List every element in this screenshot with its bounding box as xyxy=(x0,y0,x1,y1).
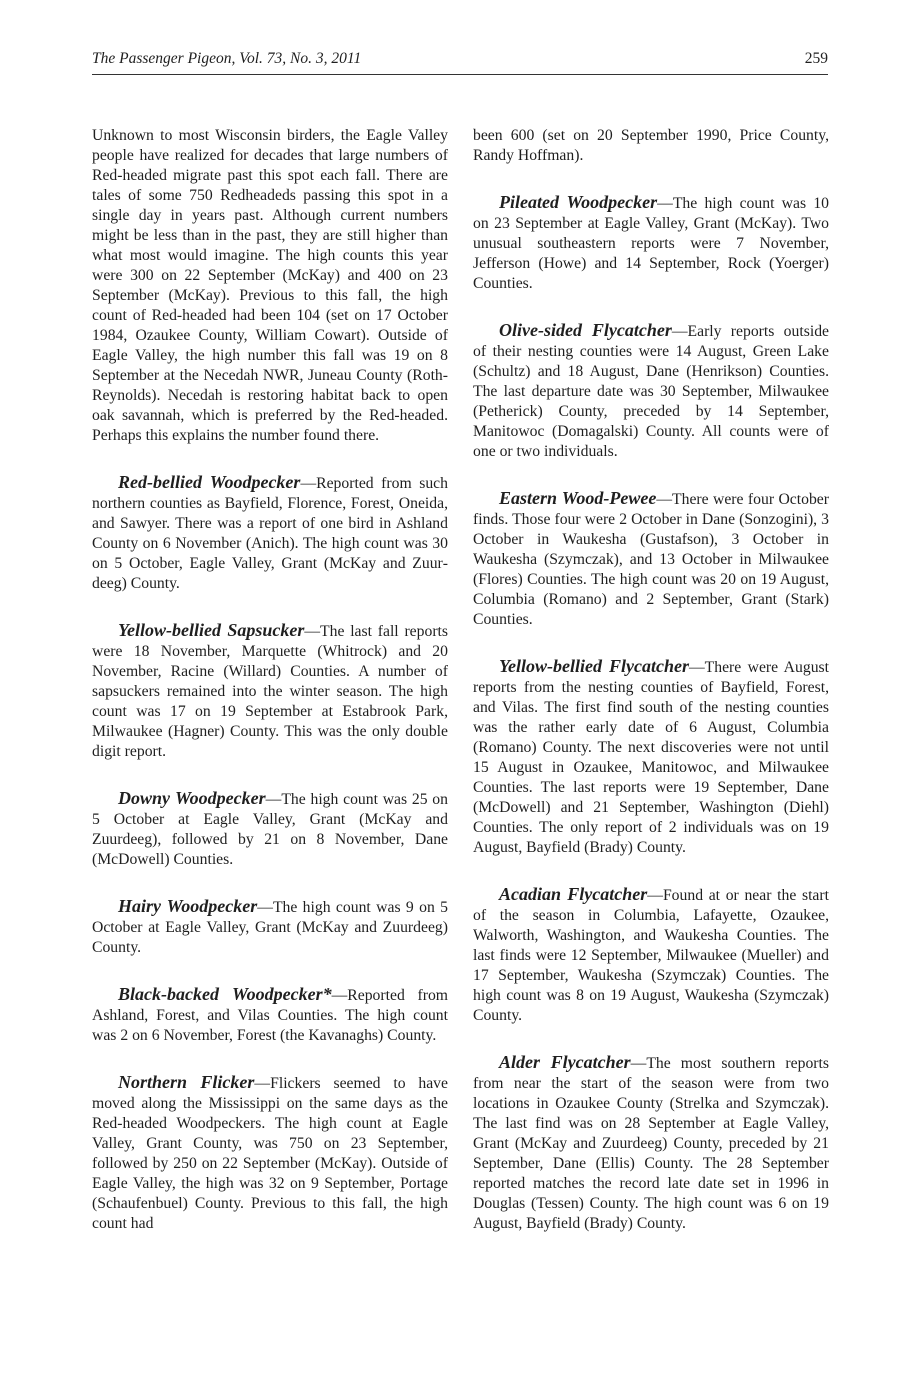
species-text: Flickers seemed to have moved along the Mississippi on the same days as the Red-headed Woodpeckers. The high count at Eagle Valley, Grant County, was 750 on 23 September, followed by 250 on 22 September (McKay). Outside of Eagle Valley, the high was 32 on 9 September, Portage (Schaufenbuel) County. Previous to this fall, the high count had xyxy=(92,1075,448,1232)
species-text: Early reports outside of their nesting counties were 14 August, Green Lake (Schultz) and 18 August, Dane (Henrikson) Counties. The last departure date was 30 September, Milwaukee (Petherick) County, preceded by 14 September, Manitowoc (Domagalski) County. All counts were of one or two individuals. xyxy=(473,323,829,460)
running-head xyxy=(92,48,828,75)
journal-title: The Passenger Pigeon, Vol. 73, No. 3, 2011 xyxy=(92,50,362,67)
species-text: The high count was 10 on 23 September at Eagle Valley, Grant (McKay). Two unusual southeastern reports were 7 November, Jefferson (Howe) and 14 September, Rock (Yoerger) Counties. xyxy=(473,195,830,292)
em-dash: — xyxy=(671,323,688,340)
species-text: Found at or near the start of the season in Columbia, Lafayette, Ozaukee, Walworth, Washington, and Waukesha Counties. The last finds were 12 September, Milwaukee (Mueller) and 17 September, Waukesha (Szymczak) Counties. The high count was 8 on 19 August, Waukesha (Szymczak) County. xyxy=(473,887,829,1024)
species-account xyxy=(92,124,448,446)
species-account xyxy=(473,124,829,166)
page-number: 259 xyxy=(804,50,828,67)
species-text: Reported from Ashland, Forest, and Vilas Counties. The high count was 2 on 6 November, Forest (the Kavanaghs) County. xyxy=(92,987,448,1044)
species-account xyxy=(473,656,829,858)
species-name: Yellow-bellied Sapsucker xyxy=(118,620,305,640)
species-text: The last fall reports were 18 November, Marquette (Whitrock) and 20 November, Racine (Willard) Counties. A number of sapsuckers remained into the winter season. The high count was 17 on 19 September at Estabrook Park, Milwaukee (Hagner) County. This was the only double digit report. xyxy=(92,623,449,760)
species-text: The high count was 9 on 5 October at Eagle Valley, Grant (McKay and Zuurdeeg) County. xyxy=(92,899,448,956)
species-name: Yellow-bellied Flycatcher xyxy=(499,656,689,676)
species-account xyxy=(92,896,448,958)
species-account xyxy=(92,472,448,594)
species-name: Northern Flicker xyxy=(118,1072,255,1092)
em-dash: — xyxy=(304,623,321,640)
species-account xyxy=(473,884,829,1026)
species-text: There were August reports from the nesting counties of Bayfield, Forest, and Vilas. The first find south of the nesting counties was the rather early date of 6 August, Columbia (Romano) County. The next discoveries were not until 15 August in Ozaukee, Manitowoc, and Milwaukee Counties. The last reports were 19 September, Dane (McDowell) and 21 September, Washington (Diehl) Counties. The only report of 2 individuals was on 19 August, Bayfield (Brady) County. xyxy=(473,659,829,856)
em-dash: — xyxy=(257,899,273,916)
species-account xyxy=(92,1072,448,1234)
species-name: Downy Woodpecker xyxy=(118,788,266,808)
species-text: The high count was 25 on 5 October at Eagle Valley, Grant (McKay and Zuurdeeg), followed by 21 on 8 November, Dane (McDowell) Counties. xyxy=(92,791,448,868)
species-name: Olive-sided Flycatcher xyxy=(499,320,672,340)
em-dash: — xyxy=(254,1075,271,1092)
species-name: Alder Flycatcher xyxy=(499,1052,631,1072)
em-dash: — xyxy=(647,887,663,904)
right-column xyxy=(473,124,829,1260)
species-name: Red-bellied Woodpecker xyxy=(118,472,301,492)
em-dash: — xyxy=(630,1055,647,1072)
em-dash: — xyxy=(265,791,282,808)
em-dash: — xyxy=(300,475,317,492)
species-account xyxy=(473,1052,829,1234)
em-dash: — xyxy=(656,491,673,508)
species-name: Pileated Woodpecker xyxy=(499,192,658,212)
left-column xyxy=(92,124,448,1260)
species-text: There were four October finds. Those four were 2 October in Dane (Sonzogini), 3 October in Waukesha (Gustafson), 3 October in Waukesha (Szymczak), and 13 October in Milwaukee (Flores) Counties. The high count was 20 on 19 August, Columbia (Romano) and 2 September, Grant (Stark) Counties. xyxy=(473,491,829,628)
species-account xyxy=(473,192,829,294)
species-account xyxy=(92,788,448,870)
species-text: The most southern reports from near the start of the season were from two locations in Ozaukee County (Strelka and Szymczak). The last find was on 28 September at Eagle Valley, Grant (McKay and Zuurdeeg) County, preceded by 21 September, Dane (Ellis) County. The 28 September reported matches the record late date set in 1996 in Douglas (Tessen) County. The high count was 6 on 19 August, Bayfield (Brady) County. xyxy=(473,1055,829,1232)
species-account xyxy=(473,488,829,630)
species-text: Unknown to most Wisconsin birders, the Eagle Valley people have realized for decades that large numbers of Red-headed migrate past this spot each fall. There are tales of some 750 Redheadeds passing this spot in a single day in years past. Although current numbers might be less than in the past, they are still higher than what most would imagine. The high counts this year were 300 on 22 September (McKay) and 400 on 23 September (McKay). Previous to this fall, the high count of Red-headed had been 104 (set on 17 October 1984, Ozaukee County, William Cowart). Outside of Eagle Valley, the high number this fall was 19 on 8 September at the Necedah NWR, Juneau County (Roth-Reynolds). Necedah is restoring habitat back to open oak savannah, which is preferred by the Red-headed. Perhaps this explains the number found there. xyxy=(92,127,448,444)
species-name: Acadian Flycatcher xyxy=(499,884,648,904)
em-dash: — xyxy=(657,195,673,212)
species-text: Reported from such northern counties as Bayfield, Florence, Forest, Oneida, and Sawyer. There was a report of one bird in Ashland County on 6 November (Anich). The high count was 30 on 5 October, Eagle Valley, Grant (McKay and Zuurdeeg) County. xyxy=(92,475,448,592)
em-dash: — xyxy=(688,659,705,676)
species-account xyxy=(92,620,448,762)
species-account xyxy=(92,984,448,1046)
species-account xyxy=(473,320,829,462)
species-text: been 600 (set on 20 September 1990, Price County, Randy Hoffman). xyxy=(473,127,829,164)
species-name: Eastern Wood-Pewee xyxy=(499,488,657,508)
species-name: Black-backed Woodpecker* xyxy=(118,984,332,1004)
species-name: Hairy Woodpecker xyxy=(118,896,258,916)
em-dash: — xyxy=(331,987,348,1004)
